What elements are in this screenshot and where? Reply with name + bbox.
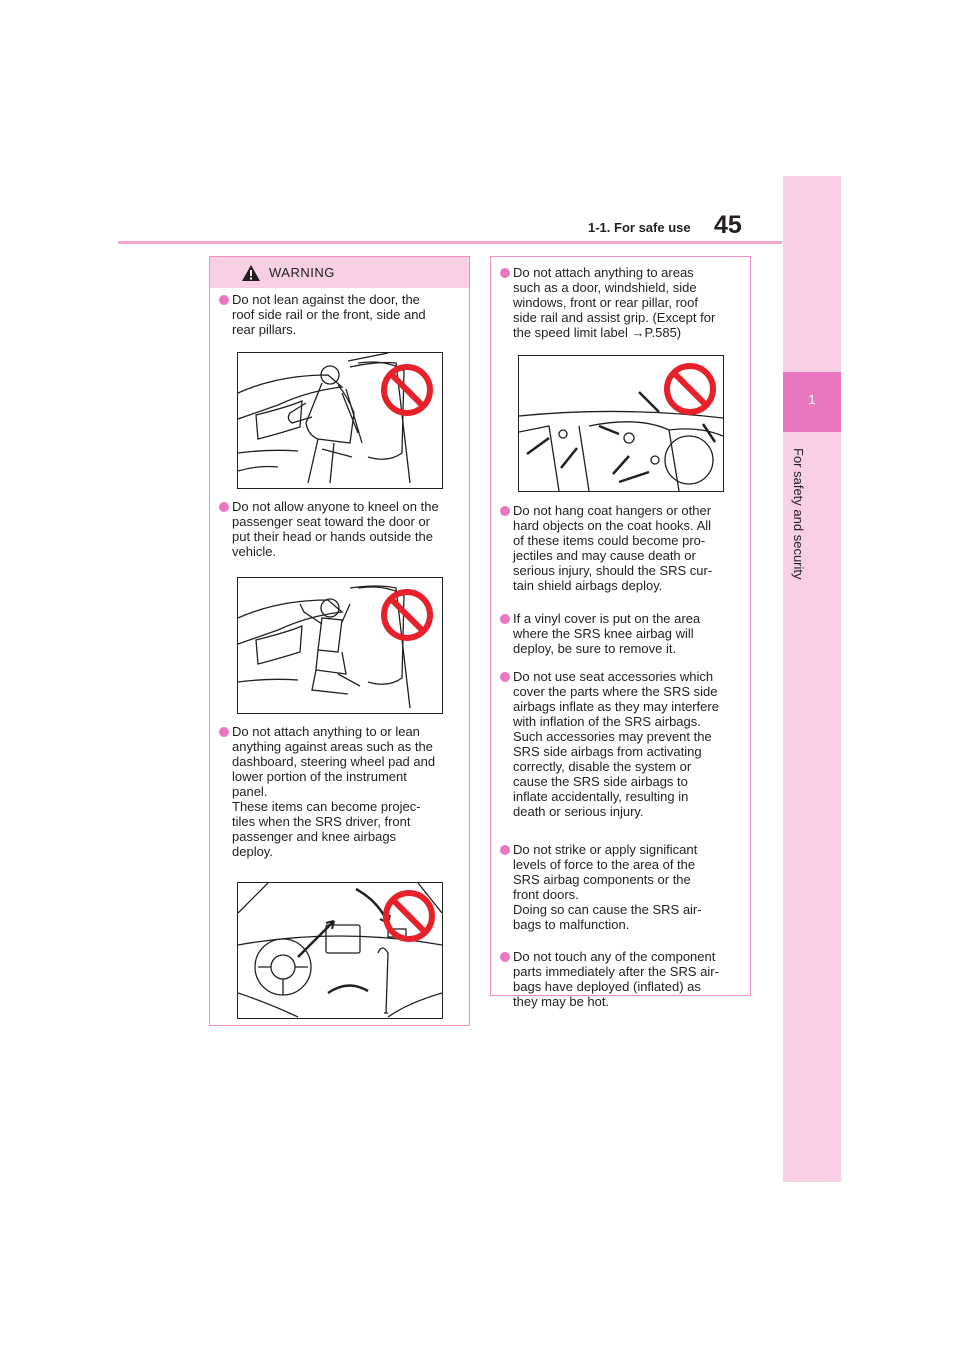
illustration-interior-attachments <box>518 355 724 492</box>
item-text: Do not touch any of the component parts immediately after the SRS air- bags have deployed (inflated) as they may be hot. <box>513 949 719 1009</box>
illustration-leaning-on-door <box>237 352 443 489</box>
bullet-icon <box>219 727 229 737</box>
bullet-icon <box>500 952 510 962</box>
illustration-kneeling-on-seat <box>237 577 443 714</box>
list-item <box>500 949 746 1009</box>
list-item <box>500 265 746 340</box>
list-item <box>219 724 465 859</box>
header-rule <box>118 241 782 244</box>
bullet-icon <box>500 845 510 855</box>
item-text: Do not attach anything to areas such as a door, windshield, side windows, front or rear pillar, roof side rail and assist grip. (Except for the speed limit label →P.585) <box>513 265 716 340</box>
item-text: Do not hang coat hangers or other hard objects on the coat hooks. All of these items could become pro- jectiles and may cause death or serious injury, should the SRS cur- tain shield airbags deploy. <box>513 503 713 593</box>
list-item <box>500 669 746 819</box>
item-text: Do not strike or apply significant levels of force to the area of the SRS airbag components or the front doors. Doing so can cause the SRS air- bags to malfunction. <box>513 842 702 932</box>
illustration-dashboard <box>237 882 443 1019</box>
prohibition-icon <box>380 588 434 642</box>
warning-triangle-icon <box>241 264 261 282</box>
page-number: 45 <box>714 211 742 239</box>
warning-panel-continued <box>490 256 751 1009</box>
list-item <box>219 499 465 559</box>
bullet-icon <box>500 672 510 682</box>
bullet-icon <box>500 506 510 516</box>
item-text: If a vinyl cover is put on the area where the SRS knee airbag will deploy, be sure to remove it. <box>513 611 701 656</box>
warning-panel <box>209 256 470 1026</box>
warning-title: WARNING <box>269 265 335 280</box>
item-text: Do not attach anything to or lean anything against areas such as the dashboard, steering wheel pad and lower portion of the instrument panel. These items can become projec- tiles when the SRS driver, front passenger and knee airbags deploy. <box>232 724 436 859</box>
list-item <box>219 292 465 337</box>
bullet-icon <box>500 614 510 624</box>
list-item <box>500 842 746 932</box>
list-item <box>500 503 746 593</box>
prohibition-icon <box>382 889 436 943</box>
chapter-label: For safety and security <box>791 448 806 580</box>
prohibition-icon <box>380 363 434 417</box>
warning-header <box>210 257 469 288</box>
section-title: 1-1. For safe use <box>588 220 691 235</box>
item-text: Do not allow anyone to kneel on the passenger seat toward the door or put their head or hands outside the vehicle. <box>232 499 439 559</box>
item-text: Do not use seat accessories which cover the parts where the SRS side airbags inflate as they may interfere with inflation of the SRS airbags. Such accessories may prevent the SRS side airbags from activating correctly, disable the system or cause the SRS side airbags to inflate accidentally, resulting in death or serious injury. <box>513 669 719 819</box>
bullet-icon <box>219 502 229 512</box>
prohibition-icon <box>663 362 717 416</box>
bullet-icon <box>500 268 510 278</box>
bullet-icon <box>219 295 229 305</box>
list-item <box>500 611 746 656</box>
side-tab <box>783 176 841 1182</box>
chapter-number: 1 <box>808 392 816 407</box>
item-text: Do not lean against the door, the roof side rail or the front, side and rear pillars. <box>232 292 426 337</box>
